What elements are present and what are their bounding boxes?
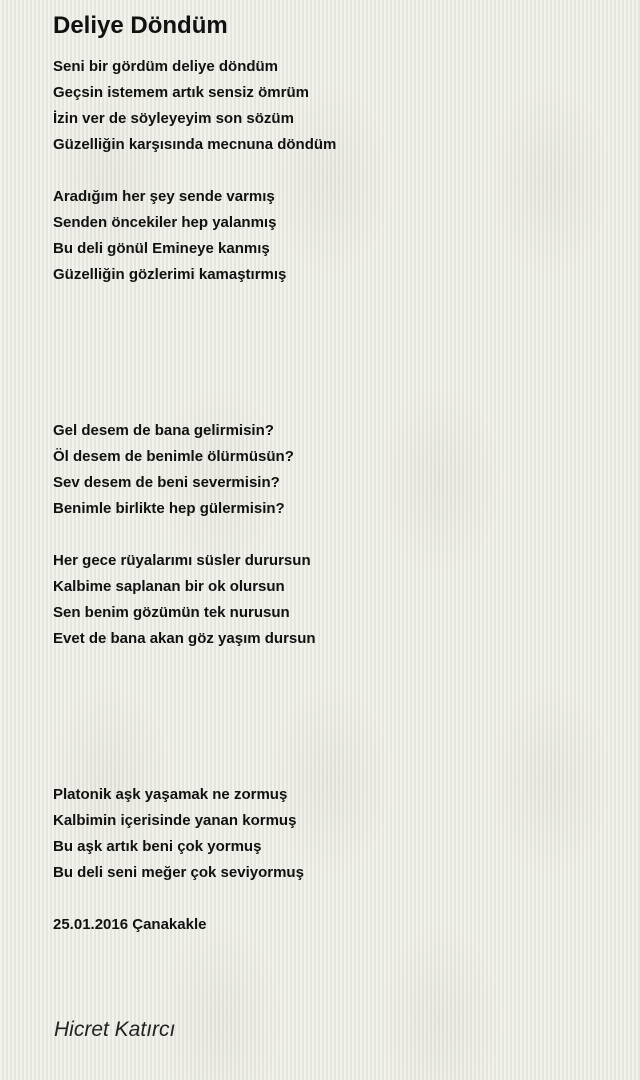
poem-line: Bu aşk artık beni çok yormuş bbox=[53, 838, 262, 855]
stanza-1 bbox=[53, 54, 623, 158]
poem-line: İzin ver de söyleyeyim son sözüm bbox=[53, 110, 294, 127]
section-gap bbox=[53, 288, 623, 418]
poem-line: Bu deli seni meğer çok seviyormuş bbox=[53, 864, 304, 881]
poem-line: Benimle birlikte hep gülermisin? bbox=[53, 500, 285, 517]
stanza-gap bbox=[53, 886, 623, 912]
stanza-4 bbox=[53, 548, 623, 652]
poem-line: Seni bir gördüm deliye döndüm bbox=[53, 58, 279, 75]
poem-line: Kalbime saplanan bir ok olursun bbox=[53, 578, 285, 595]
poem-line: Senden öncekiler hep yalanmış bbox=[53, 214, 277, 231]
poem-line: Sev desem de beni severmisin? bbox=[53, 474, 280, 491]
poem-line: Bu deli gönül Emineye kanmış bbox=[53, 240, 270, 257]
section-gap bbox=[53, 652, 623, 782]
poem-line: Aradığım her şey sende varmış bbox=[53, 188, 275, 205]
poem-line: Sen benim gözümün tek nurusun bbox=[53, 604, 290, 621]
poem-container bbox=[53, 12, 623, 938]
stanza-5 bbox=[53, 782, 623, 886]
stanza-gap bbox=[53, 158, 623, 184]
poem-line: Kalbimin içerisinde yanan kormuş bbox=[53, 812, 297, 829]
poem-line: Platonik aşk yaşamak ne zormuş bbox=[53, 786, 288, 803]
poem-line: Gel desem de bana gelirmisin? bbox=[53, 422, 274, 439]
stanza-gap bbox=[53, 522, 623, 548]
poem-line: Evet de bana akan göz yaşım dursun bbox=[53, 630, 316, 647]
stanza-3 bbox=[53, 418, 623, 522]
stanza-2 bbox=[53, 184, 623, 288]
date-place: 25.01.2016 Çanakakle bbox=[53, 916, 207, 933]
author-name: Hicret Katırcı bbox=[54, 1018, 176, 1041]
poem-line: Öl desem de benimle ölürmüsün? bbox=[53, 448, 294, 465]
poem-title: Deliye Döndüm bbox=[53, 12, 228, 39]
poem-line: Her gece rüyalarımı süsler durursun bbox=[53, 552, 311, 569]
poem-line: Güzelliğin gözlerimi kamaştırmış bbox=[53, 266, 287, 283]
poem-line: Geçsin istemem artık sensiz ömrüm bbox=[53, 84, 309, 101]
poem-line: Güzelliğin karşısında mecnuna döndüm bbox=[53, 136, 337, 153]
